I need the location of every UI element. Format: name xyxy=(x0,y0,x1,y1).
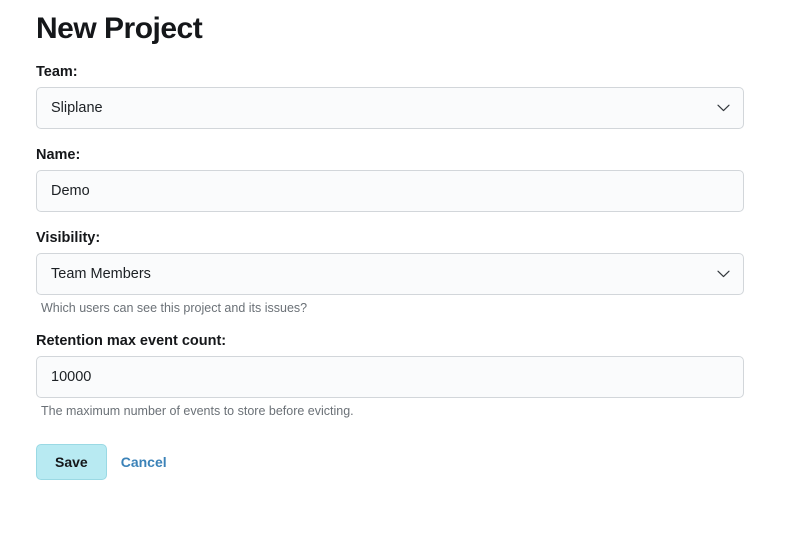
visibility-select-wrapper xyxy=(36,253,744,295)
team-label: Team: xyxy=(36,64,78,80)
team-select-wrapper xyxy=(36,87,744,129)
retention-input-wrapper xyxy=(36,356,744,398)
retention-helper-text: The maximum number of events to store before evicting. xyxy=(41,404,354,418)
retention-input[interactable] xyxy=(36,356,744,398)
field-visibility xyxy=(36,230,764,315)
cancel-link[interactable]: Cancel xyxy=(120,454,167,470)
visibility-select[interactable]: Team Members xyxy=(36,253,744,295)
retention-label: Retention max event count: xyxy=(36,333,227,349)
field-retention xyxy=(36,333,764,418)
visibility-label: Visibility: xyxy=(36,230,101,246)
name-input[interactable] xyxy=(36,170,744,212)
name-input-wrapper xyxy=(36,170,744,212)
name-label: Name: xyxy=(36,147,81,163)
field-name xyxy=(36,147,764,212)
save-button[interactable]: Save xyxy=(36,444,107,480)
team-select[interactable]: Sliplane xyxy=(36,87,744,129)
field-team xyxy=(36,64,764,129)
visibility-helper-text: Which users can see this project and its issues? xyxy=(41,301,308,315)
page-title: New Project xyxy=(36,12,203,45)
form-actions xyxy=(36,444,764,480)
